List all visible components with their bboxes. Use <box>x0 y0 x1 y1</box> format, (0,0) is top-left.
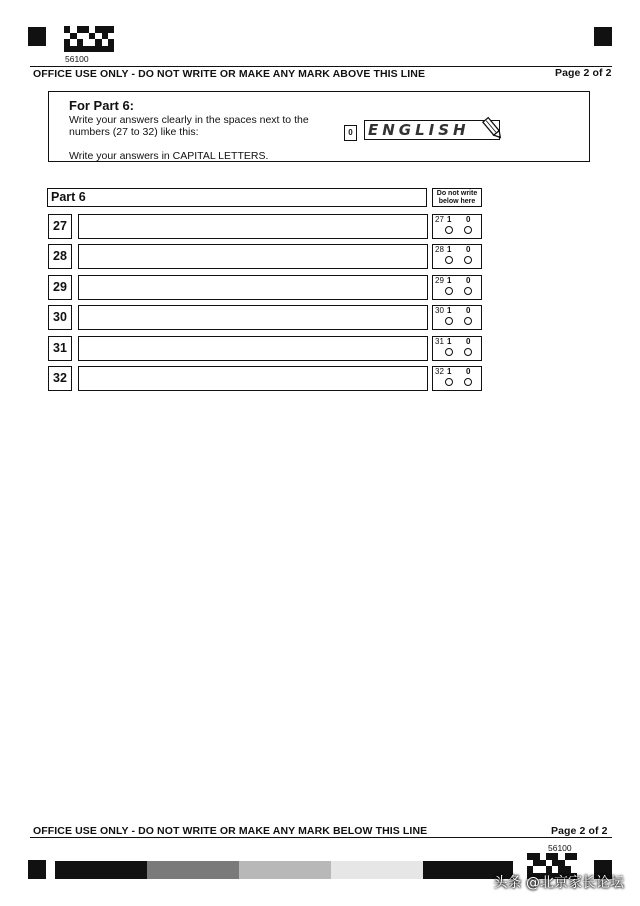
marker-number: 29 <box>435 276 444 285</box>
marker-label-zero: 0 <box>466 306 471 315</box>
office-notice-bottom: OFFICE USE ONLY - DO NOT WRITE OR MAKE ANY MARK BELOW THIS LINE <box>33 825 428 837</box>
marker-label-one: 1 <box>447 306 452 315</box>
example-number-box: 0 <box>344 125 357 141</box>
corner-mark-top-right <box>594 27 612 46</box>
mark-oval-one[interactable] <box>445 317 453 325</box>
marker-label-zero: 0 <box>466 337 471 346</box>
mark-oval-zero[interactable] <box>464 287 472 295</box>
office-notice-top: OFFICE USE ONLY - DO NOT WRITE OR MAKE ANY MARK ABOVE THIS LINE <box>33 68 426 80</box>
instructions-line-1: Write your answers clearly in the spaces next to the <box>69 114 309 126</box>
mark-oval-one[interactable] <box>445 226 453 234</box>
mark-oval-one[interactable] <box>445 287 453 295</box>
page-code-number-top: 56100 <box>65 54 89 64</box>
mark-oval-zero[interactable] <box>464 317 472 325</box>
question-number-27: 27 <box>48 214 72 239</box>
instructions-line-3: Write your answers in CAPITAL LETTERS. <box>69 150 269 162</box>
mark-oval-one[interactable] <box>445 348 453 356</box>
mark-oval-one[interactable] <box>445 256 453 264</box>
mark-oval-zero[interactable] <box>464 378 472 386</box>
instructions-line-2: numbers (27 to 32) like this: <box>69 126 199 138</box>
answer-field-32[interactable] <box>78 366 428 391</box>
marker-label-zero: 0 <box>466 215 471 224</box>
grey-scale-strip-mid <box>239 861 331 879</box>
marker-label-zero: 0 <box>466 367 471 376</box>
do-not-write-label: Do not write below here <box>432 188 482 207</box>
watermark-text: 头条 @北京家长论坛 <box>493 875 624 891</box>
question-number-30: 30 <box>48 305 72 330</box>
marker-label-one: 1 <box>447 245 452 254</box>
answer-field-30[interactable] <box>78 305 428 330</box>
marker-number: 28 <box>435 245 444 254</box>
marker-label-one: 1 <box>447 367 452 376</box>
pencil-icon <box>480 115 506 141</box>
question-number-32: 32 <box>48 366 72 391</box>
answer-field-31[interactable] <box>78 336 428 361</box>
office-rule-bottom <box>30 837 612 838</box>
page-label-bottom: Page 2 of 2 <box>551 825 608 837</box>
marker-box-27 <box>432 214 482 239</box>
marker-box-28 <box>432 244 482 269</box>
marker-label-zero: 0 <box>466 245 471 254</box>
answer-field-29[interactable] <box>78 275 428 300</box>
question-number-31: 31 <box>48 336 72 361</box>
corner-mark-top-left <box>28 27 46 46</box>
page-code-number-bottom: 56100 <box>548 843 572 853</box>
marker-label-one: 1 <box>447 276 452 285</box>
instructions-box <box>48 91 590 162</box>
part-title: Part 6 <box>47 188 427 207</box>
answer-field-27[interactable] <box>78 214 428 239</box>
grey-scale-strip-light <box>331 861 423 879</box>
mark-oval-zero[interactable] <box>464 348 472 356</box>
office-rule-top <box>30 66 612 67</box>
marker-number: 30 <box>435 306 444 315</box>
page-barcode-top <box>64 26 114 52</box>
marker-box-32 <box>432 366 482 391</box>
answer-field-28[interactable] <box>78 244 428 269</box>
marker-number: 32 <box>435 367 444 376</box>
marker-label-one: 1 <box>447 215 452 224</box>
mark-oval-zero[interactable] <box>464 256 472 264</box>
marker-number: 27 <box>435 215 444 224</box>
mark-oval-one[interactable] <box>445 378 453 386</box>
example-answer-text: ENGLISH <box>368 121 470 139</box>
marker-label-zero: 0 <box>466 276 471 285</box>
grey-scale-strip-black <box>55 861 147 879</box>
mark-oval-zero[interactable] <box>464 226 472 234</box>
instructions-title: For Part 6: <box>69 98 135 113</box>
corner-mark-bottom-left <box>28 860 46 879</box>
marker-box-30 <box>432 305 482 330</box>
marker-box-29 <box>432 275 482 300</box>
marker-box-31 <box>432 336 482 361</box>
marker-number: 31 <box>435 337 444 346</box>
grey-scale-strip-dark <box>147 861 239 879</box>
question-number-28: 28 <box>48 244 72 269</box>
question-number-29: 29 <box>48 275 72 300</box>
page-label-top: Page 2 of 2 <box>555 67 612 79</box>
marker-label-one: 1 <box>447 337 452 346</box>
